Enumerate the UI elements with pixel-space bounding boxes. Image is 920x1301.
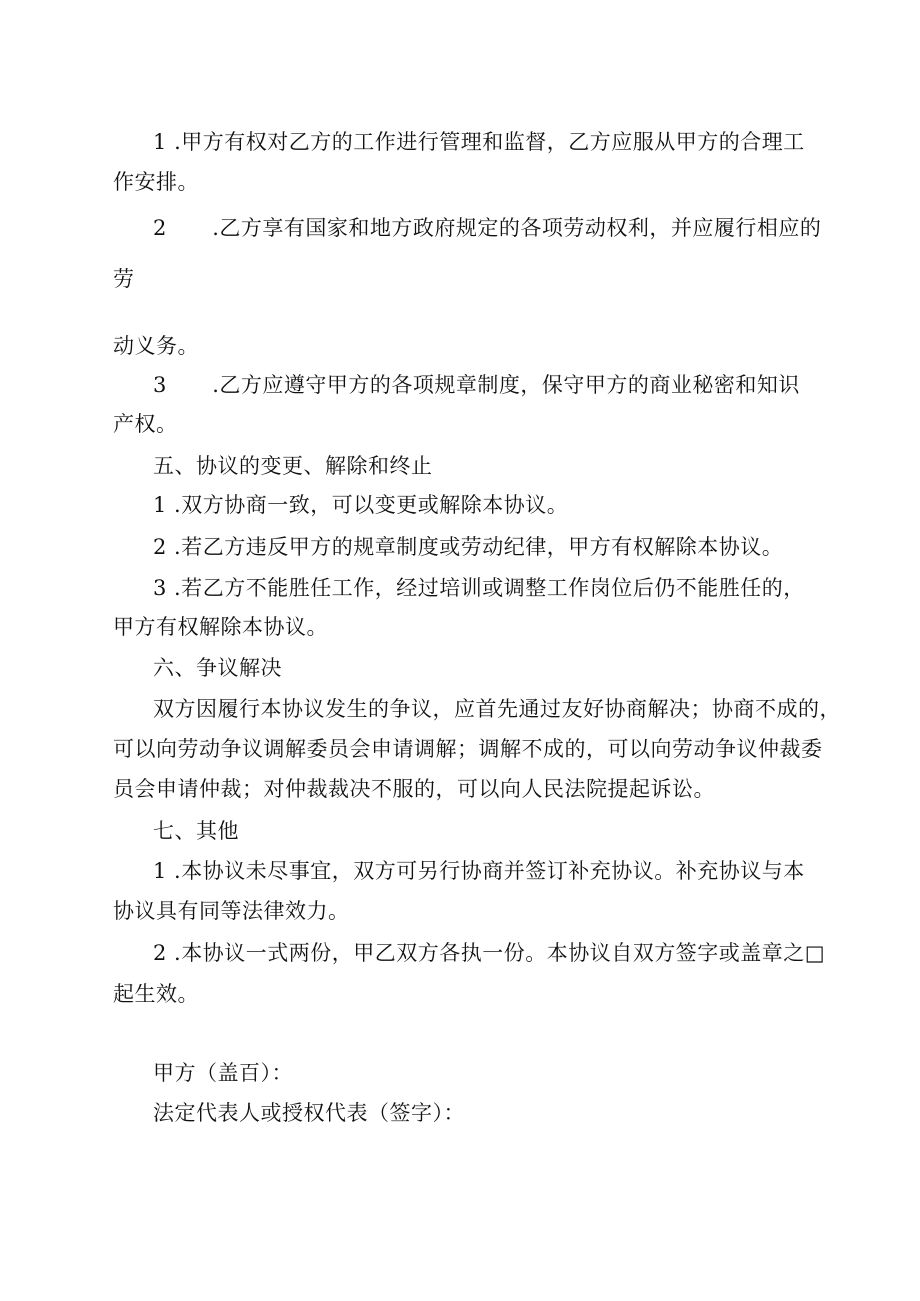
s4-item2-text: .乙方享有国家和地方政府规定的各项劳动权利，并应履行相应的 [212,216,822,240]
s4-item1-number: 1 [153,130,167,154]
s4-item3-number: 3 [153,373,167,397]
s4-item2-continuation: 动义务。 [113,334,199,358]
s7-item2-continuation: 起生效。 [113,982,199,1006]
s5-item1: 1 .双方协商一致，可以变更或解除本协议。 [153,493,569,517]
s5-item3-continuation: 甲方有权解除本协议。 [113,615,328,639]
s4-item2-wrap: 劳 [113,267,135,291]
s4-item1-line [153,128,805,156]
party-a-seal-line: 甲方（盖百）： [153,1061,293,1085]
s6-paragraph-line2: 可以向劳动争议调解委员会申请调解；调解不成的，可以向劳动争议仲裁委 [113,737,823,761]
s4-item3-text: .乙方应遵守甲方的各项规章制度，保守甲方的商业秘密和知识 [212,373,800,397]
s4-item1-text: .甲方有权对乙方的工作进行管理和监督，乙方应服从甲方的合理工 [174,130,805,154]
s4-item2-line [153,214,821,242]
s5-item2: 2 .若乙方违反甲方的规章制度或劳动纪律，甲方有权解除本协议。 [153,535,784,559]
s7-item1: 1 .本协议未尽事宜，双方可另行协商并签订补充协议。补充协议与本 [153,859,805,883]
s4-item1-continuation: 作安排。 [113,170,199,194]
representative-signature-line: 法定代表人或授权代表（签字）： [153,1101,465,1125]
s5-item3: 3 .若乙方不能胜任工作，经过培训或调整工作岗位后仍不能胜任的， [153,576,805,600]
s6-heading: 六、争议解决 [153,656,282,680]
s4-item2-number: 2 [153,216,167,240]
s6-paragraph-line1: 双方因履行本协议发生的争议，应首先通过友好协商解决；协商不成的， [153,697,841,721]
s7-item2: 2 .本协议一式两份，甲乙双方各执一份。本协议自双方签字或盖章之□ [153,941,826,965]
s7-item1-continuation: 协议具有同等法律效力。 [113,899,350,923]
s4-item3-continuation: 产权。 [113,412,178,436]
s7-heading: 七、其他 [153,819,239,843]
s6-paragraph-line3: 员会申请仲裁；对仲裁裁决不服的，可以向人民法院提起诉讼。 [113,777,715,801]
s5-heading: 五、协议的变更、解除和终止 [153,454,433,478]
s4-item3-line [153,371,800,399]
